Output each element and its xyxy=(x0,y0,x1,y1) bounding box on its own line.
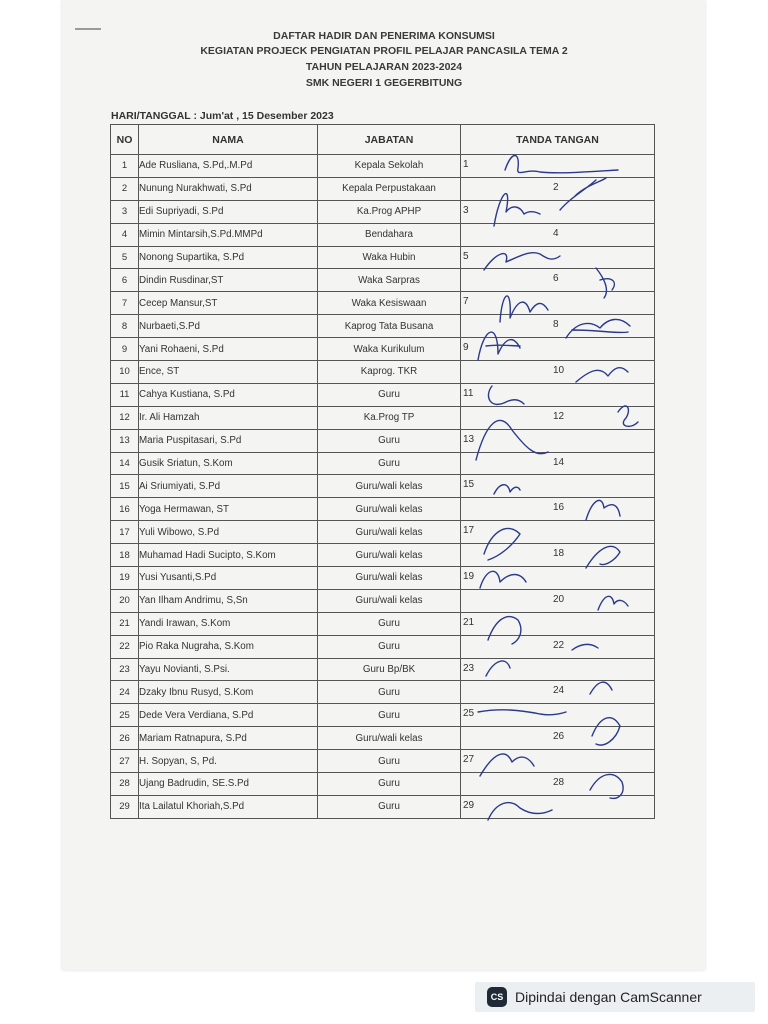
col-header-ttd: TANDA TANGAN xyxy=(461,125,655,155)
signature-number: 23 xyxy=(463,662,475,674)
row-number: 8 xyxy=(111,315,139,338)
row-name: H. Sopyan, S, Pd. xyxy=(139,750,318,773)
row-name: Gusik Sriatun, S.Kom xyxy=(139,452,318,475)
table-row xyxy=(111,795,655,818)
row-position: Guru xyxy=(318,452,461,475)
table-row xyxy=(111,658,655,681)
row-signature-cell xyxy=(461,727,655,750)
row-name: Mariam Ratnapura, S.Pd xyxy=(139,727,318,750)
row-signature-cell xyxy=(461,612,655,635)
signature-number: 8 xyxy=(553,319,559,331)
row-number: 11 xyxy=(111,383,139,406)
table-row xyxy=(111,269,655,292)
signature-number: 14 xyxy=(553,456,565,468)
row-name: Yan Ilham Andrimu, S,Sn xyxy=(139,589,318,612)
row-number: 7 xyxy=(111,292,139,315)
table-row xyxy=(111,338,655,361)
row-signature-cell xyxy=(461,315,655,338)
row-number: 27 xyxy=(111,750,139,773)
row-position: Guru xyxy=(318,429,461,452)
signature-number: 18 xyxy=(553,548,565,560)
signature-number: 7 xyxy=(463,296,469,308)
row-number: 4 xyxy=(111,223,139,246)
row-name: Mimin Mintarsih,S.Pd.MMPd xyxy=(139,223,318,246)
date-line: HARI/TANGGAL : Jum'at , 15 Desember 2023 xyxy=(111,110,334,122)
row-number: 18 xyxy=(111,544,139,567)
doc-activity: KEGIATAN PROJECK PENGIATAN PROFIL PELAJAR PANCASILA TEMA 2 xyxy=(200,45,568,57)
row-name: Dede Vera Verdiana, S.Pd xyxy=(139,704,318,727)
row-position: Waka Hubin xyxy=(318,246,461,269)
table-row xyxy=(111,544,655,567)
watermark-label: Dipindai dengan CamScanner xyxy=(515,989,702,1005)
row-position: Guru/wali kelas xyxy=(318,475,461,498)
row-signature-cell xyxy=(461,177,655,200)
row-number: 14 xyxy=(111,452,139,475)
row-number: 21 xyxy=(111,612,139,635)
row-number: 20 xyxy=(111,589,139,612)
row-position: Guru xyxy=(318,795,461,818)
doc-school-year: TAHUN PELAJARAN 2023-2024 xyxy=(305,61,463,73)
row-signature-cell xyxy=(461,704,655,727)
row-signature-cell xyxy=(461,292,655,315)
row-name: Ence, ST xyxy=(139,361,318,384)
row-signature-cell xyxy=(461,246,655,269)
row-signature-cell xyxy=(461,223,655,246)
row-name: Muhamad Hadi Sucipto, S.Kom xyxy=(139,544,318,567)
row-name: Dzaky Ibnu Rusyd, S.Kom xyxy=(139,681,318,704)
row-name: Edi Supriyadi, S.Pd xyxy=(139,200,318,223)
row-name: Yayu Novianti, S.Psi. xyxy=(139,658,318,681)
table-row xyxy=(111,727,655,750)
signature-number: 1 xyxy=(463,159,469,170)
table-row xyxy=(111,429,655,452)
row-signature-cell xyxy=(461,635,655,658)
row-position: Guru xyxy=(318,383,461,406)
row-signature-cell xyxy=(461,338,655,361)
camscanner-logo-icon: CS xyxy=(487,987,507,1007)
row-position: Guru/wali kelas xyxy=(318,498,461,521)
signature-number: 6 xyxy=(553,273,559,285)
row-number: 28 xyxy=(111,773,139,796)
row-number: 22 xyxy=(111,635,139,658)
signature-number: 2 xyxy=(553,181,559,193)
row-signature-cell xyxy=(461,567,655,590)
table-row xyxy=(111,177,655,200)
table-row xyxy=(111,612,655,635)
row-position: Guru/wali kelas xyxy=(318,727,461,750)
row-position: Guru/wali kelas xyxy=(318,521,461,544)
row-number: 2 xyxy=(111,177,139,200)
row-name: Cahya Kustiana, S.Pd xyxy=(139,383,318,406)
row-name: Yuli Wibowo, S.Pd xyxy=(139,521,318,544)
row-signature-cell xyxy=(461,361,655,384)
signature-number: 12 xyxy=(553,410,565,422)
row-position: Guru/wali kelas xyxy=(318,544,461,567)
row-number: 5 xyxy=(111,246,139,269)
table-row xyxy=(111,223,655,246)
row-name: Maria Puspitasari, S.Pd xyxy=(139,429,318,452)
row-number: 9 xyxy=(111,338,139,361)
col-header-nama: NAMA xyxy=(139,125,318,155)
row-signature-cell xyxy=(461,589,655,612)
signature-number: 20 xyxy=(553,593,565,605)
doc-school-name: SMK NEGERI 1 GEGERBITUNG xyxy=(305,77,463,89)
row-position: Guru xyxy=(318,635,461,658)
signature-number: 10 xyxy=(553,365,565,377)
row-position: Guru xyxy=(318,681,461,704)
row-position: Ka.Prog TP xyxy=(318,406,461,429)
signature-number: 19 xyxy=(463,571,475,583)
signature-number: 17 xyxy=(463,525,475,537)
row-number: 23 xyxy=(111,658,139,681)
row-number: 1 xyxy=(111,155,139,178)
row-name: Nurbaeti,S.Pd xyxy=(139,315,318,338)
row-signature-cell xyxy=(461,155,655,178)
camscanner-watermark xyxy=(475,982,755,1012)
row-number: 10 xyxy=(111,361,139,384)
signature-number: 4 xyxy=(553,227,559,239)
row-position: Guru xyxy=(318,773,461,796)
table-body xyxy=(111,155,655,819)
signature-number: 21 xyxy=(463,616,475,628)
row-name: Ade Rusliana, S.Pd,.M.Pd xyxy=(139,155,318,178)
row-signature-cell xyxy=(461,475,655,498)
table-row xyxy=(111,406,655,429)
row-name: Yoga Hermawan, ST xyxy=(139,498,318,521)
row-number: 26 xyxy=(111,727,139,750)
row-position: Guru xyxy=(318,612,461,635)
row-name: Nonong Supartika, S.Pd xyxy=(139,246,318,269)
table-row xyxy=(111,681,655,704)
signature-number: 29 xyxy=(463,799,475,811)
row-position: Bendahara xyxy=(318,223,461,246)
table-row xyxy=(111,750,655,773)
row-number: 12 xyxy=(111,406,139,429)
row-signature-cell xyxy=(461,658,655,681)
table-row xyxy=(111,704,655,727)
col-header-jabatan: JABATAN xyxy=(318,125,461,155)
row-signature-cell xyxy=(461,406,655,429)
row-position: Guru/wali kelas xyxy=(318,567,461,590)
signature-number: 11 xyxy=(463,387,474,399)
row-name: Yandi Irawan, S.Kom xyxy=(139,612,318,635)
row-name: Ai Sriumiyati, S.Pd xyxy=(139,475,318,498)
row-position: Waka Sarpras xyxy=(318,269,461,292)
row-number: 13 xyxy=(111,429,139,452)
row-signature-cell xyxy=(461,498,655,521)
signature-number: 27 xyxy=(463,754,475,766)
row-number: 15 xyxy=(111,475,139,498)
row-position: Waka Kesiswaan xyxy=(318,292,461,315)
table-row xyxy=(111,475,655,498)
row-number: 24 xyxy=(111,681,139,704)
row-position: Ka.Prog APHP xyxy=(318,200,461,223)
table-header-row xyxy=(111,125,655,155)
row-number: 25 xyxy=(111,704,139,727)
signature-number: 28 xyxy=(553,777,565,789)
row-position: Kaprog Tata Busana xyxy=(318,315,461,338)
row-number: 16 xyxy=(111,498,139,521)
row-number: 19 xyxy=(111,567,139,590)
row-name: Yusi Yusanti,S.Pd xyxy=(139,567,318,590)
table-row xyxy=(111,521,655,544)
table-row xyxy=(111,246,655,269)
row-signature-cell xyxy=(461,750,655,773)
signature-number: 22 xyxy=(553,639,565,651)
row-name: Ujang Badrudin, SE.S.Pd xyxy=(139,773,318,796)
row-signature-cell xyxy=(461,681,655,704)
table-row xyxy=(111,315,655,338)
row-position: Guru xyxy=(318,704,461,727)
row-name: Dindin Rusdinar,ST xyxy=(139,269,318,292)
table-row xyxy=(111,383,655,406)
table-row xyxy=(111,361,655,384)
table-row xyxy=(111,292,655,315)
row-signature-cell xyxy=(461,773,655,796)
attendance-table xyxy=(110,124,655,819)
table-row xyxy=(111,589,655,612)
signature-number: 15 xyxy=(463,479,475,491)
row-name: Ir. Ali Hamzah xyxy=(139,406,318,429)
row-number: 17 xyxy=(111,521,139,544)
signature-number: 9 xyxy=(463,342,469,354)
row-position: Kepala Perpustakaan xyxy=(318,177,461,200)
row-signature-cell xyxy=(461,452,655,475)
signature-number: 26 xyxy=(553,731,565,743)
row-signature-cell xyxy=(461,383,655,406)
table-row xyxy=(111,155,655,178)
signature-number: 13 xyxy=(463,433,475,445)
signature-number: 3 xyxy=(463,204,469,216)
row-name: Ita Lailatul Khoriah,S.Pd xyxy=(139,795,318,818)
table-row xyxy=(111,452,655,475)
row-number: 3 xyxy=(111,200,139,223)
row-signature-cell xyxy=(461,200,655,223)
row-signature-cell xyxy=(461,521,655,544)
row-name: Pio Raka Nugraha, S.Kom xyxy=(139,635,318,658)
signature-number: 25 xyxy=(463,708,475,720)
table-row xyxy=(111,200,655,223)
row-signature-cell xyxy=(461,795,655,818)
table-row xyxy=(111,773,655,796)
row-position: Kepala Sekolah xyxy=(318,155,461,178)
row-signature-cell xyxy=(461,429,655,452)
row-name: Nunung Nurakhwati, S.Pd xyxy=(139,177,318,200)
row-name: Cecep Mansur,ST xyxy=(139,292,318,315)
row-signature-cell xyxy=(461,269,655,292)
signature-number: 5 xyxy=(463,250,469,262)
row-position: Guru Bp/BK xyxy=(318,658,461,681)
row-position: Kaprog. TKR xyxy=(318,361,461,384)
signature-number: 16 xyxy=(553,502,565,514)
row-position: Guru xyxy=(318,750,461,773)
table-row xyxy=(111,498,655,521)
signature-number: 24 xyxy=(553,685,565,697)
table-row xyxy=(111,567,655,590)
col-header-no: NO xyxy=(111,125,139,155)
row-position: Guru/wali kelas xyxy=(318,589,461,612)
row-position: Waka Kurikulum xyxy=(318,338,461,361)
doc-title: DAFTAR HADIR DAN PENERIMA KONSUMSI xyxy=(273,30,495,42)
row-name: Yani Rohaeni, S.Pd xyxy=(139,338,318,361)
row-signature-cell xyxy=(461,544,655,567)
row-number: 6 xyxy=(111,269,139,292)
row-number: 29 xyxy=(111,795,139,818)
table-row xyxy=(111,635,655,658)
